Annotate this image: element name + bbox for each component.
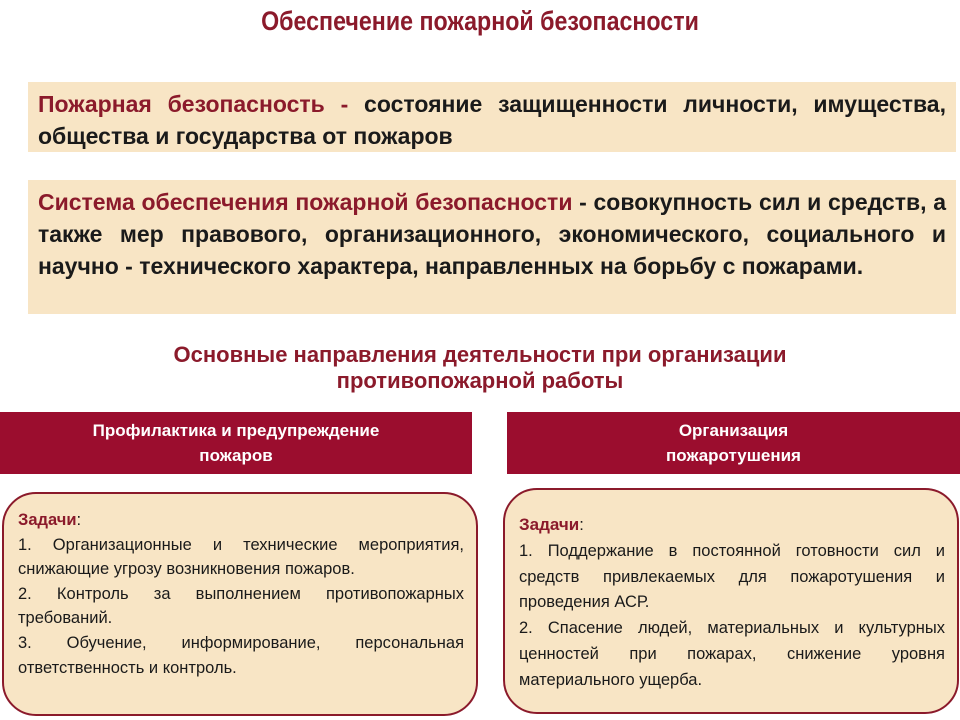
definition-fire-safety	[28, 82, 956, 152]
task-item: 2. Спасение людей, материальных и культурных ценностей при пожарах, снижение уровня материального ущерба.	[519, 619, 945, 689]
header-line-2: пожаротушения	[666, 446, 801, 465]
section-subtitle	[0, 342, 960, 394]
tasks-box-firefighting	[503, 488, 959, 714]
tasks-colon: :	[76, 511, 82, 529]
task-item: 1. Организационные и технические мероприятия, снижающие угрозу возникновения пожаров.	[18, 535, 464, 579]
direction-header-firefighting	[507, 412, 960, 474]
page-title: Обеспечение пожарной безопасности	[261, 6, 699, 36]
definition-dash: -	[340, 91, 349, 117]
tasks-colon: :	[579, 516, 584, 534]
definition-text: совокупность сил и средств, а также мер правового, организационного, экономического, социального и научно - технического характера, направленных на борьбу с пожарами.	[38, 189, 946, 279]
task-item: 1. Поддержание в постоянной готовности сил и средств привлекаемых для пожаротушения и проведения АСР.	[519, 541, 945, 612]
tasks-box-prevention	[2, 492, 478, 716]
task-item: 2. Контроль за выполнением противопожарных требований.	[18, 584, 464, 628]
definition-fire-safety-system	[28, 180, 956, 314]
subtitle-line-1: Основные направления деятельности при организации	[173, 342, 787, 367]
task-item: 3. Обучение, информирование, персональная ответственность и контроль.	[18, 633, 464, 677]
header-line-2: пожаров	[199, 446, 273, 465]
definition-term: Система обеспечения пожарной безопасности	[38, 189, 573, 215]
tasks-label: Задачи	[519, 515, 580, 534]
header-line-1: Организация	[678, 421, 789, 440]
definition-text: состояние защищенности личности, имущества, общества и государства от пожаров	[38, 91, 946, 149]
definition-dash: -	[579, 189, 587, 215]
header-line-1: Профилактика и предупреждение	[92, 421, 380, 440]
direction-header-prevention	[0, 412, 472, 474]
tasks-label: Задачи	[18, 511, 77, 529]
definition-term: Пожарная безопасность	[38, 91, 325, 117]
subtitle-line-2: противопожарной работы	[336, 368, 624, 393]
